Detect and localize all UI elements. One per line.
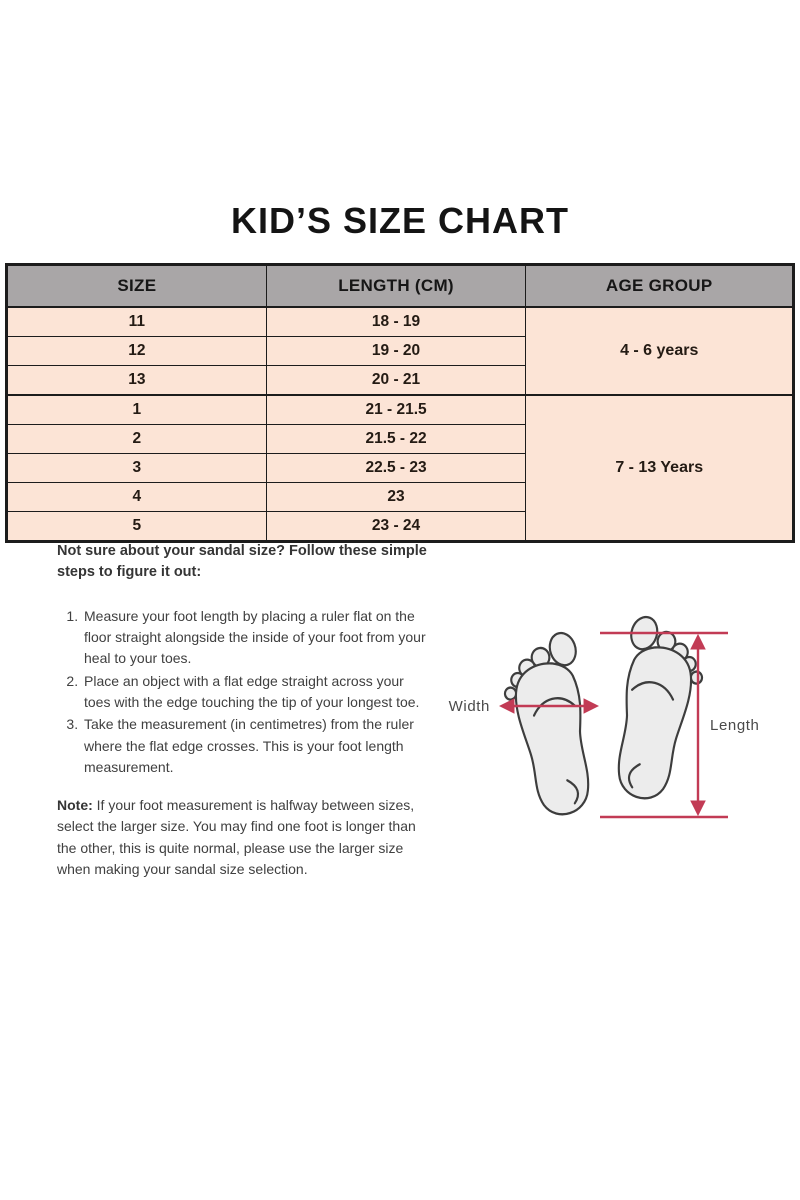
length-cell: 21 - 21.5 <box>266 395 526 425</box>
table-header-row <box>7 265 794 308</box>
size-cell: 4 <box>7 483 267 512</box>
right-foot-icon <box>603 612 711 806</box>
age-group-cell: 4 - 6 years <box>526 307 794 395</box>
size-table <box>5 263 795 543</box>
size-cell: 2 <box>7 425 267 454</box>
column-header-length: LENGTH (CM) <box>266 265 526 308</box>
width-label: Width <box>448 698 490 715</box>
note-label: Note: <box>57 797 93 814</box>
note-paragraph <box>57 795 431 880</box>
length-cell: 23 <box>266 483 526 512</box>
instructions-steps <box>57 606 431 778</box>
length-cell: 18 - 19 <box>266 307 526 337</box>
size-cell: 12 <box>7 337 267 366</box>
foot-measurement-diagram <box>428 612 780 844</box>
length-cell: 22.5 - 23 <box>266 454 526 483</box>
length-cell: 23 - 24 <box>266 512 526 542</box>
size-cell: 13 <box>7 366 267 396</box>
table-row <box>7 395 794 425</box>
age-group-cell: 7 - 13 Years <box>526 395 794 542</box>
length-label: Length <box>710 717 760 734</box>
size-cell: 11 <box>7 307 267 337</box>
size-cell: 1 <box>7 395 267 425</box>
page-title: KID’S SIZE CHART <box>230 200 569 241</box>
note-text: If your foot measurement is halfway between sizes, select the larger size. You may find one foot is longer than the other, this is quite normal, please use the larger size when making your sandal size selection. <box>57 797 416 877</box>
left-foot-icon <box>497 628 605 822</box>
size-cell: 3 <box>7 454 267 483</box>
column-header-size: SIZE <box>7 265 267 308</box>
step-item: 3. Take the measurement (in centimetres) from the ruler where the flat edge crosses. This is your foot length measurement. <box>82 714 431 778</box>
step-item: 1. Measure your foot length by placing a ruler flat on the floor straight alongside the inside of your foot from your heal to your toes. <box>82 606 431 670</box>
measurement-instructions <box>57 541 431 880</box>
step-item: 2. Place an object with a flat edge straight across your toes with the edge touching the tip of your longest toe. <box>82 671 431 714</box>
length-cell: 21.5 - 22 <box>266 425 526 454</box>
size-cell: 5 <box>7 512 267 542</box>
length-cell: 19 - 20 <box>266 337 526 366</box>
instructions-heading: Not sure about your sandal size? Follow these simple steps to figure it out: <box>57 543 427 581</box>
length-cell: 20 - 21 <box>266 366 526 396</box>
column-header-age-group: AGE GROUP <box>526 265 794 308</box>
table-row <box>7 307 794 337</box>
